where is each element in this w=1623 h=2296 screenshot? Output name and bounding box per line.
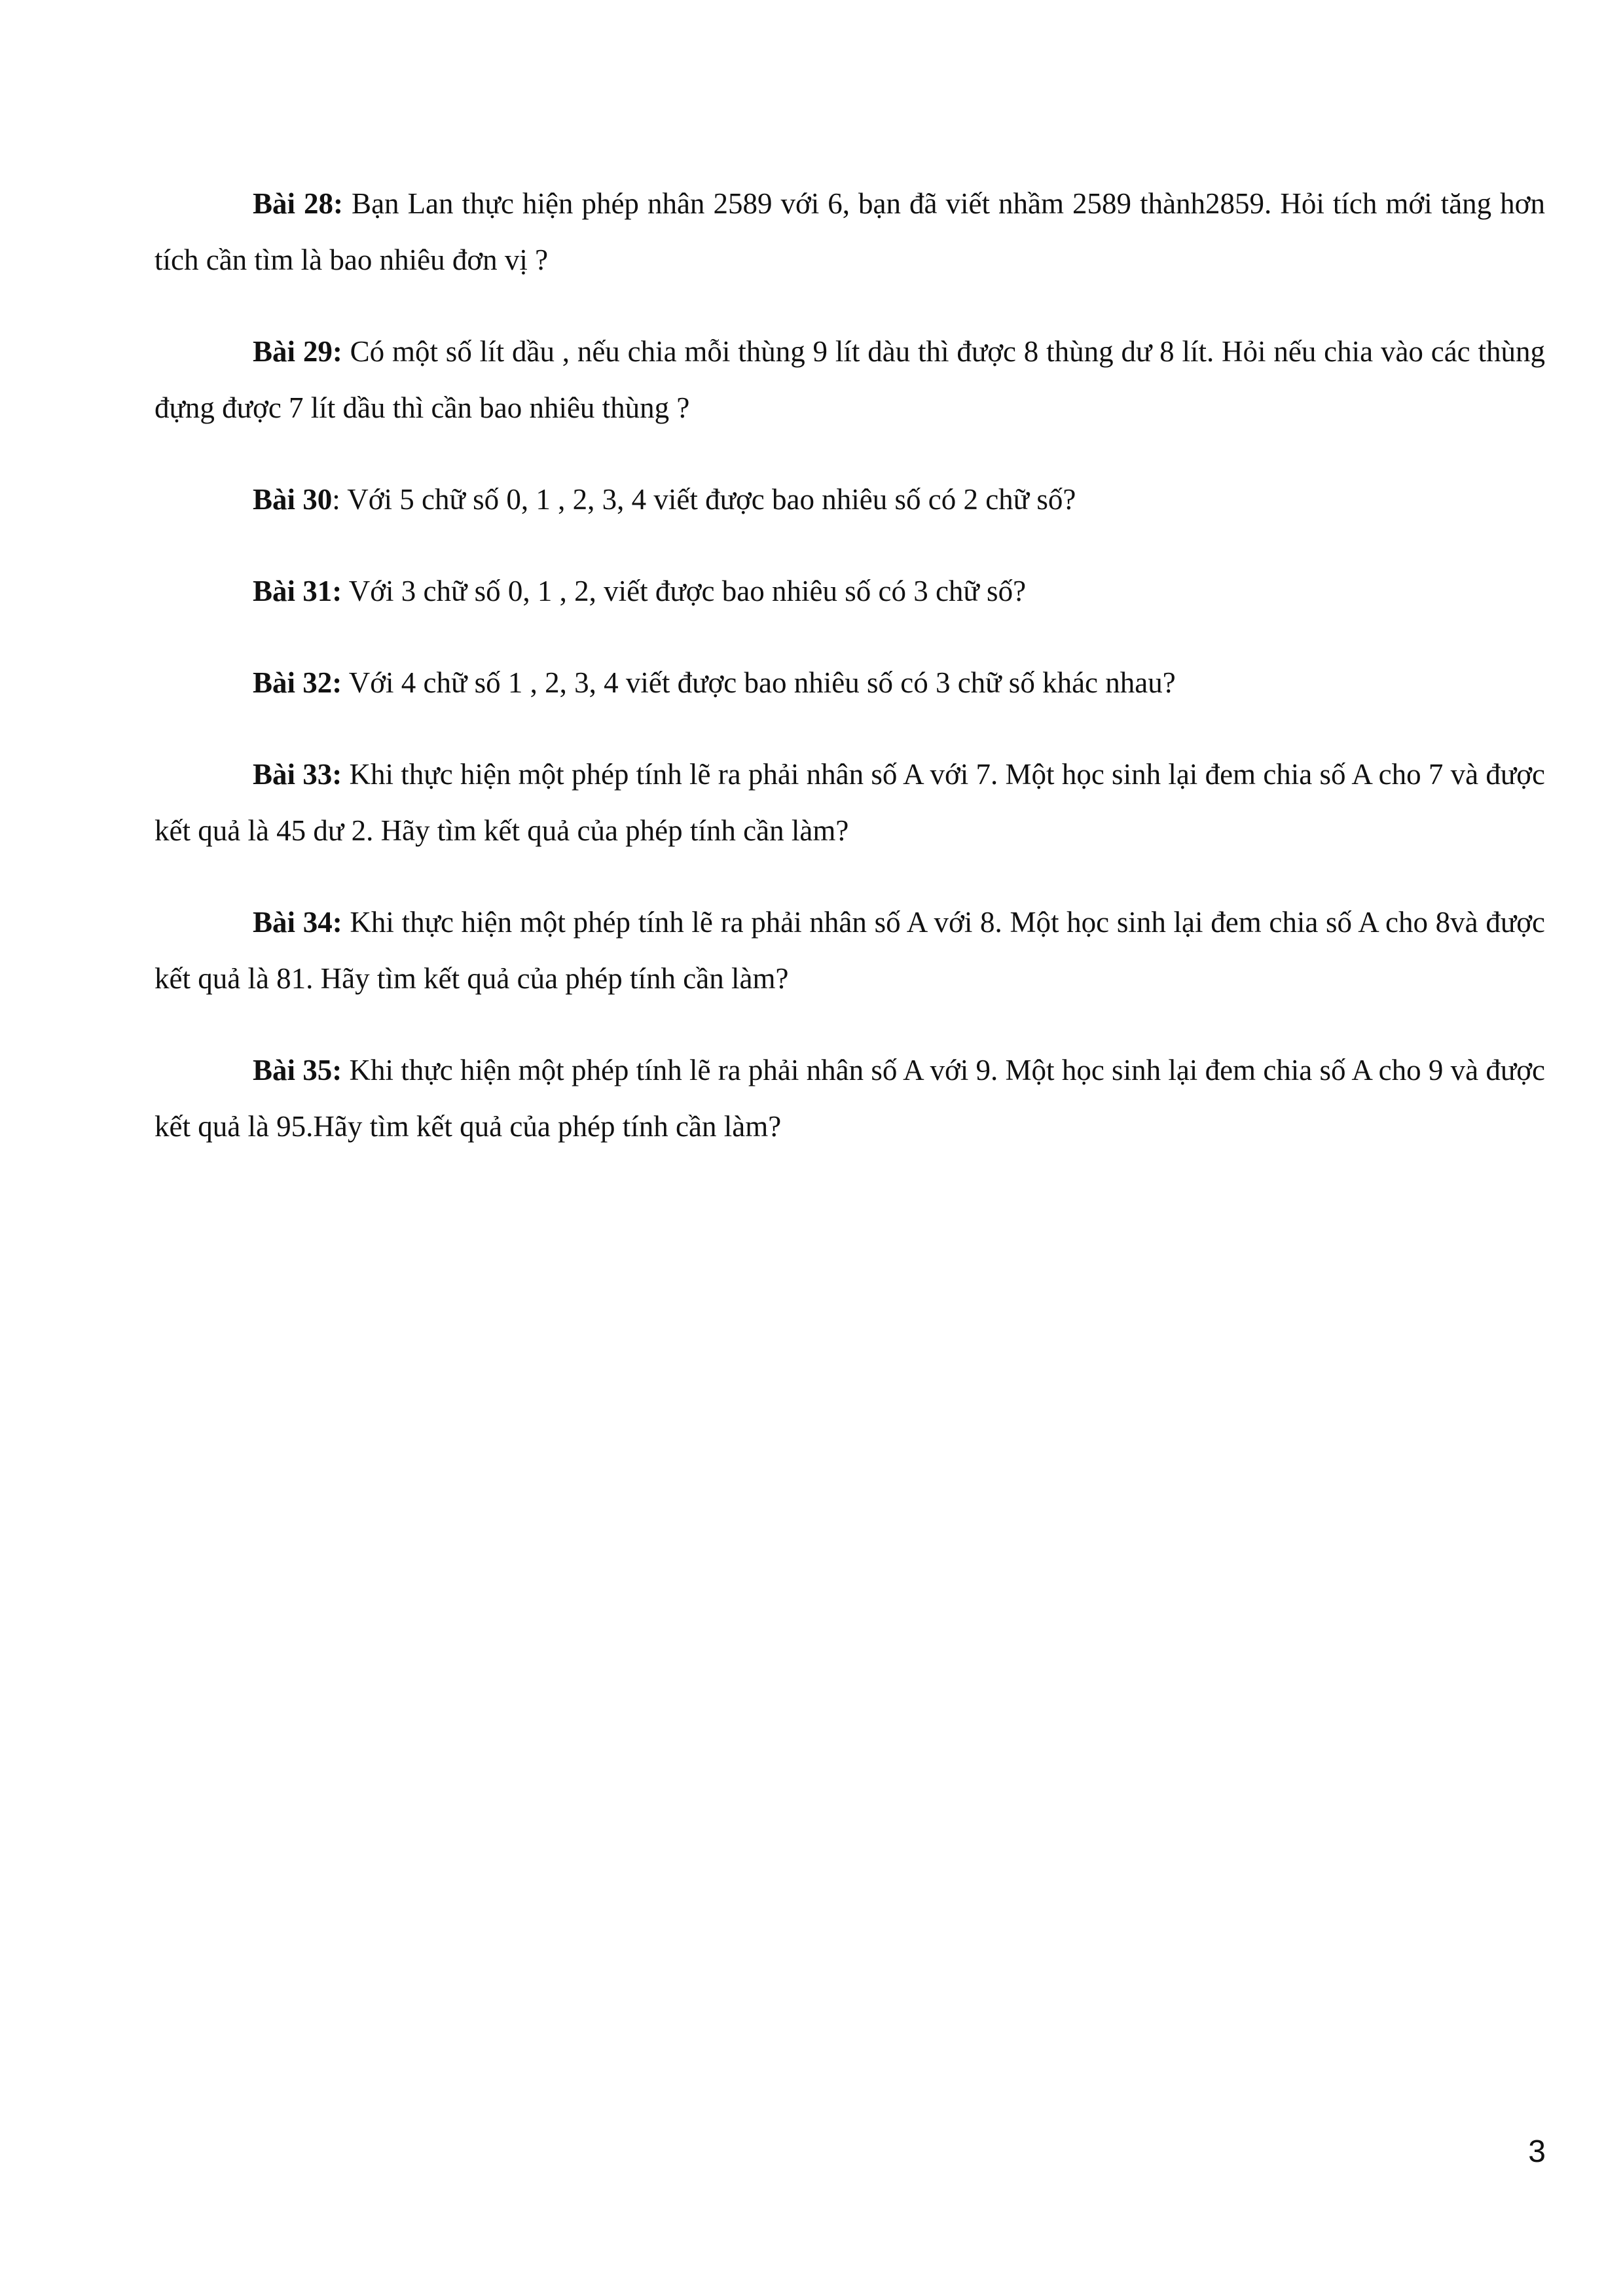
problem-35: [155, 1042, 1545, 1155]
problem-text: Khi thực hiện một phép tính lẽ ra phải nhân số A với 8. Một học sinh lại đem chia số A cho 8và được kết quả là 81. Hãy tìm kết quả của phép tính cần làm?: [155, 906, 1545, 995]
problem-34: [155, 894, 1545, 1007]
problem-label: Bài 34:: [253, 906, 342, 939]
problem-text: : Với 5 chữ số 0, 1 , 2, 3, 4 viết được bao nhiêu số có 2 chữ số?: [332, 483, 1076, 516]
problem-text: Với 3 chữ số 0, 1 , 2, viết được bao nhiêu số có 3 chữ số?: [342, 575, 1027, 607]
problem-label: Bài 32:: [253, 666, 342, 699]
problem-32: [155, 655, 1545, 711]
problem-list: [155, 175, 1545, 1190]
problem-label: Bài 28:: [253, 187, 344, 220]
problem-label: Bài 30: [253, 483, 333, 516]
problem-label: Bài 31:: [253, 575, 342, 607]
problem-28: [155, 175, 1545, 288]
problem-29: [155, 323, 1545, 436]
problem-31: [155, 563, 1545, 619]
problem-text: Với 4 chữ số 1 , 2, 3, 4 viết được bao nhiêu số có 3 chữ số khác nhau?: [342, 666, 1176, 699]
problem-label: Bài 33:: [253, 758, 342, 791]
page-number: 3: [1528, 2134, 1546, 2169]
problem-text: Có một số lít dầu , nếu chia mỗi thùng 9 lít dàu thì được 8 thùng dư 8 lít. Hỏi nếu chia vào các thùng đựng được 7 lít dầu thì cần bao nhiêu thùng ?: [155, 335, 1545, 424]
problem-text: Bạn Lan thực hiện phép nhân 2589 với 6, bạn đã viết nhầm 2589 thành2859. Hỏi tích mới tăng hơn tích cần tìm là bao nhiêu đơn vị ?: [155, 187, 1545, 276]
problem-text: Khi thực hiện một phép tính lẽ ra phải nhân số A với 9. Một học sinh lại đem chia số A cho 9 và được kết quả là 95.Hãy tìm kết quả của phép tính cần làm?: [155, 1054, 1545, 1143]
problem-label: Bài 29:: [253, 335, 342, 368]
problem-label: Bài 35:: [253, 1054, 342, 1086]
problem-30: [155, 471, 1545, 528]
problem-text: Khi thực hiện một phép tính lẽ ra phải nhân số A với 7. Một học sinh lại đem chia số A cho 7 và được kết quả là 45 dư 2. Hãy tìm kết quả của phép tính cần làm?: [155, 758, 1545, 847]
problem-33: [155, 746, 1545, 859]
